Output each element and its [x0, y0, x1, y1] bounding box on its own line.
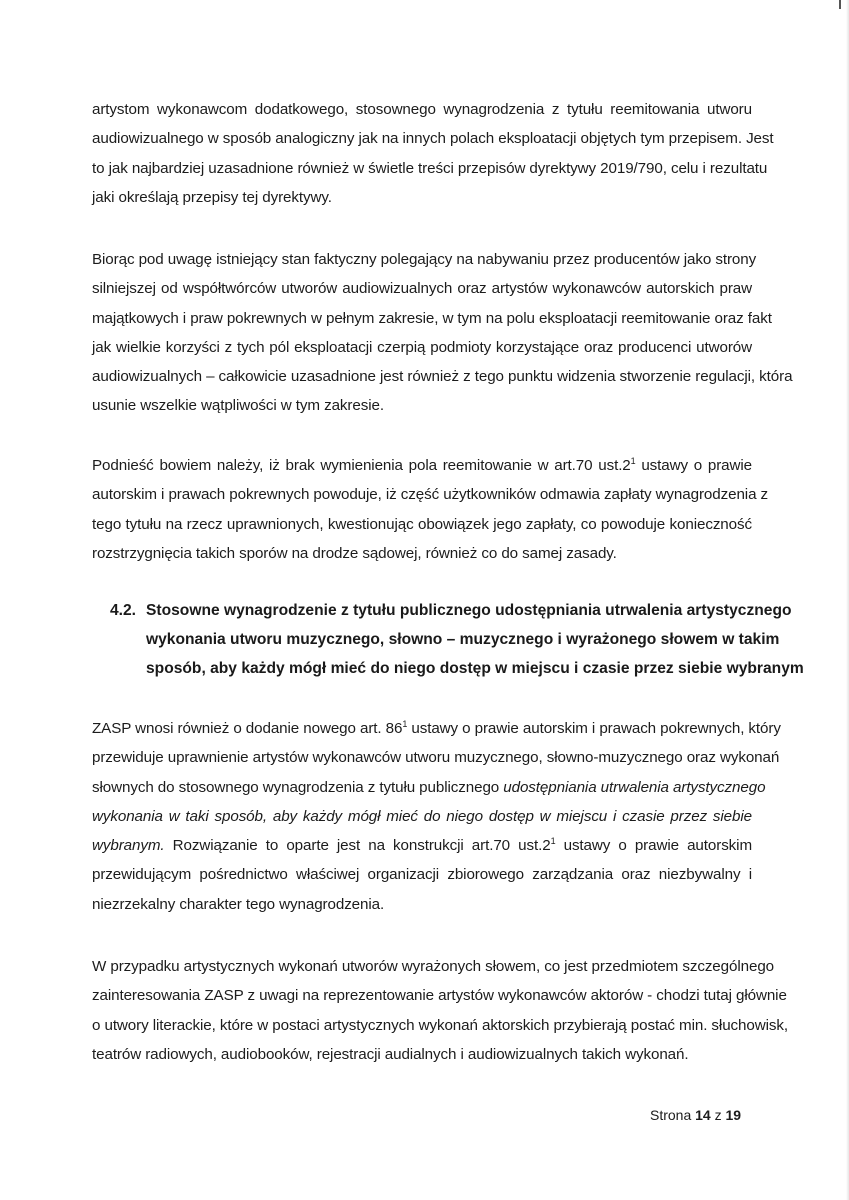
paragraph-line: autorskim i prawach pokrewnych powoduje, iż część użytkowników odmawia zapłaty wynagrodzenia z — [92, 486, 769, 504]
page-number — [650, 1107, 741, 1123]
text-fragment: ustawy o prawie autorskim — [555, 837, 753, 855]
paragraph-line: wykonania w taki sposób, aby każdy mógł mieć do niego dostęp w miejscu i czasie przez siebie — [92, 807, 752, 825]
paragraph-line: niezrzekalny charakter tego wynagrodzenia. — [92, 895, 385, 913]
scan-mark — [839, 0, 841, 9]
paragraph-line: rozstrzygnięcia takich sporów na drodze sądowej, również co do samej zasady. — [92, 544, 617, 562]
superscript: 1 — [550, 836, 556, 847]
text-fragment: słownych do stosownego wynagrodzenia z tytułu publicznego — [92, 778, 504, 796]
paragraph-line: jak wielkie korzyści z tych pól eksploatacji czerpią podmioty korzystające oraz producenci utworów — [92, 338, 752, 356]
paragraph-line: audiowizualnych – całkowicie uzasadnione jest również z tego punktu widzenia stworzenie regulacji, która — [92, 368, 793, 386]
paragraph-line: o utwory literackie, które w postaci artystycznych wykonań aktorskich przybierają postać min. słuchowisk, — [92, 1016, 788, 1034]
page-separator: z — [714, 1107, 722, 1123]
paragraph-line — [92, 831, 752, 860]
paragraph-line: przewidującym pośrednictwo właściwej organizacji zbiorowego zarządzania oraz niezbywalny i — [92, 866, 752, 884]
total-pages: 19 — [725, 1107, 742, 1123]
section-number: 4.2. — [110, 602, 137, 619]
paragraph-line — [92, 773, 766, 802]
page-label: Strona — [650, 1107, 692, 1123]
paragraph-line: silniejszej od współtwórców utworów audiowizualnych oraz artystów wykonawców autorskich praw — [92, 280, 752, 298]
paragraph-line: teatrów radiowych, audiobooków, rejestracji audialnych i audiowizualnych takich wykonań. — [92, 1045, 689, 1063]
paragraph-line: usunie wszelkie wątpliwości w tym zakresie. — [92, 397, 384, 415]
paragraph-w-przypadku — [92, 952, 788, 1069]
paragraph-line: artystom wykonawcom dodatkowego, stosownego wynagrodzenia z tytułu reemitowania utworu — [92, 101, 752, 118]
paragraph-line: to jak najbardziej uzasadnione również w świetle treści przepisów dyrektywy 2019/790, celu i rezultatu — [92, 159, 768, 177]
paragraph-reemitowanie-continued — [92, 95, 774, 212]
text-fragment: Rozwiązanie to oparte jest na konstrukcji art.70 ust.2 — [164, 837, 551, 855]
paragraph-line: audiowizualnego w sposób analogiczny jak na innych polach eksploatacji objętych tym przepisem. Jest — [92, 130, 774, 148]
paragraph-line: zainteresowania ZASP z uwagi na reprezentowanie artystów wykonawców aktorów - chodzi tutaj głównie — [92, 987, 787, 1005]
paragraph-line — [92, 714, 781, 743]
current-page: 14 — [695, 1107, 711, 1123]
paragraph-biorac-pod-uwage — [92, 245, 793, 421]
text-fragment: Podnieść bowiem należy, iż brak wymienienia pola reemitowanie w art.70 ust.2 — [92, 457, 631, 474]
superscript: 1 — [630, 456, 636, 466]
section-title — [146, 596, 804, 684]
italic-fragment: wybranym. — [92, 837, 165, 855]
paragraph-line: tego tytułu na rzecz uprawnionych, kwestionując obowiązek jego zapłaty, co powoduje konieczność — [92, 515, 752, 533]
paragraph-line: jaki określają przepisy tej dyrektywy. — [92, 188, 332, 206]
text-fragment: ustawy o prawie autorskim i prawach pokrewnych, który — [407, 720, 781, 737]
section-title-line: Stosowne wynagrodzenie z tytułu publicznego udostępniania utrwalenia artystycznego — [146, 602, 792, 619]
section-title-line: sposób, aby każdy mógł mieć do niego dostęp w miejscu i czasie przez siebie wybranym — [146, 660, 804, 678]
paragraph-line — [92, 451, 752, 480]
paragraph-line: Biorąc pod uwagę istniejący stan faktyczny polegający na nabywaniu przez producentów jako strony — [92, 251, 757, 268]
italic-fragment: udostępniania utrwalenia artystycznego — [503, 778, 766, 796]
section-title-line: wykonania utworu muzycznego, słowno – muzycznego i wyrażonego słowem w takim — [146, 631, 780, 649]
paragraph-line: majątkowych i praw pokrewnych w pełnym zakresie, w tym na polu eksploatacji reemitowanie oraz fakt — [92, 309, 772, 327]
paragraph-zasp-wnosi — [92, 714, 781, 919]
paragraph-podniesc-bowiem — [92, 451, 769, 568]
paragraph-line: W przypadku artystycznych wykonań utworów wyrażonych słowem, co jest przedmiotem szczególnego — [92, 958, 775, 975]
text-fragment: ustawy o prawie — [635, 457, 752, 474]
paragraph-line: przewiduje uprawnienie artystów wykonawców utworu muzycznego, słowno-muzycznego oraz wykonań — [92, 749, 780, 767]
text-fragment: ZASP wnosi również o dodanie nowego art. 86 — [92, 720, 403, 737]
superscript: 1 — [402, 719, 408, 729]
